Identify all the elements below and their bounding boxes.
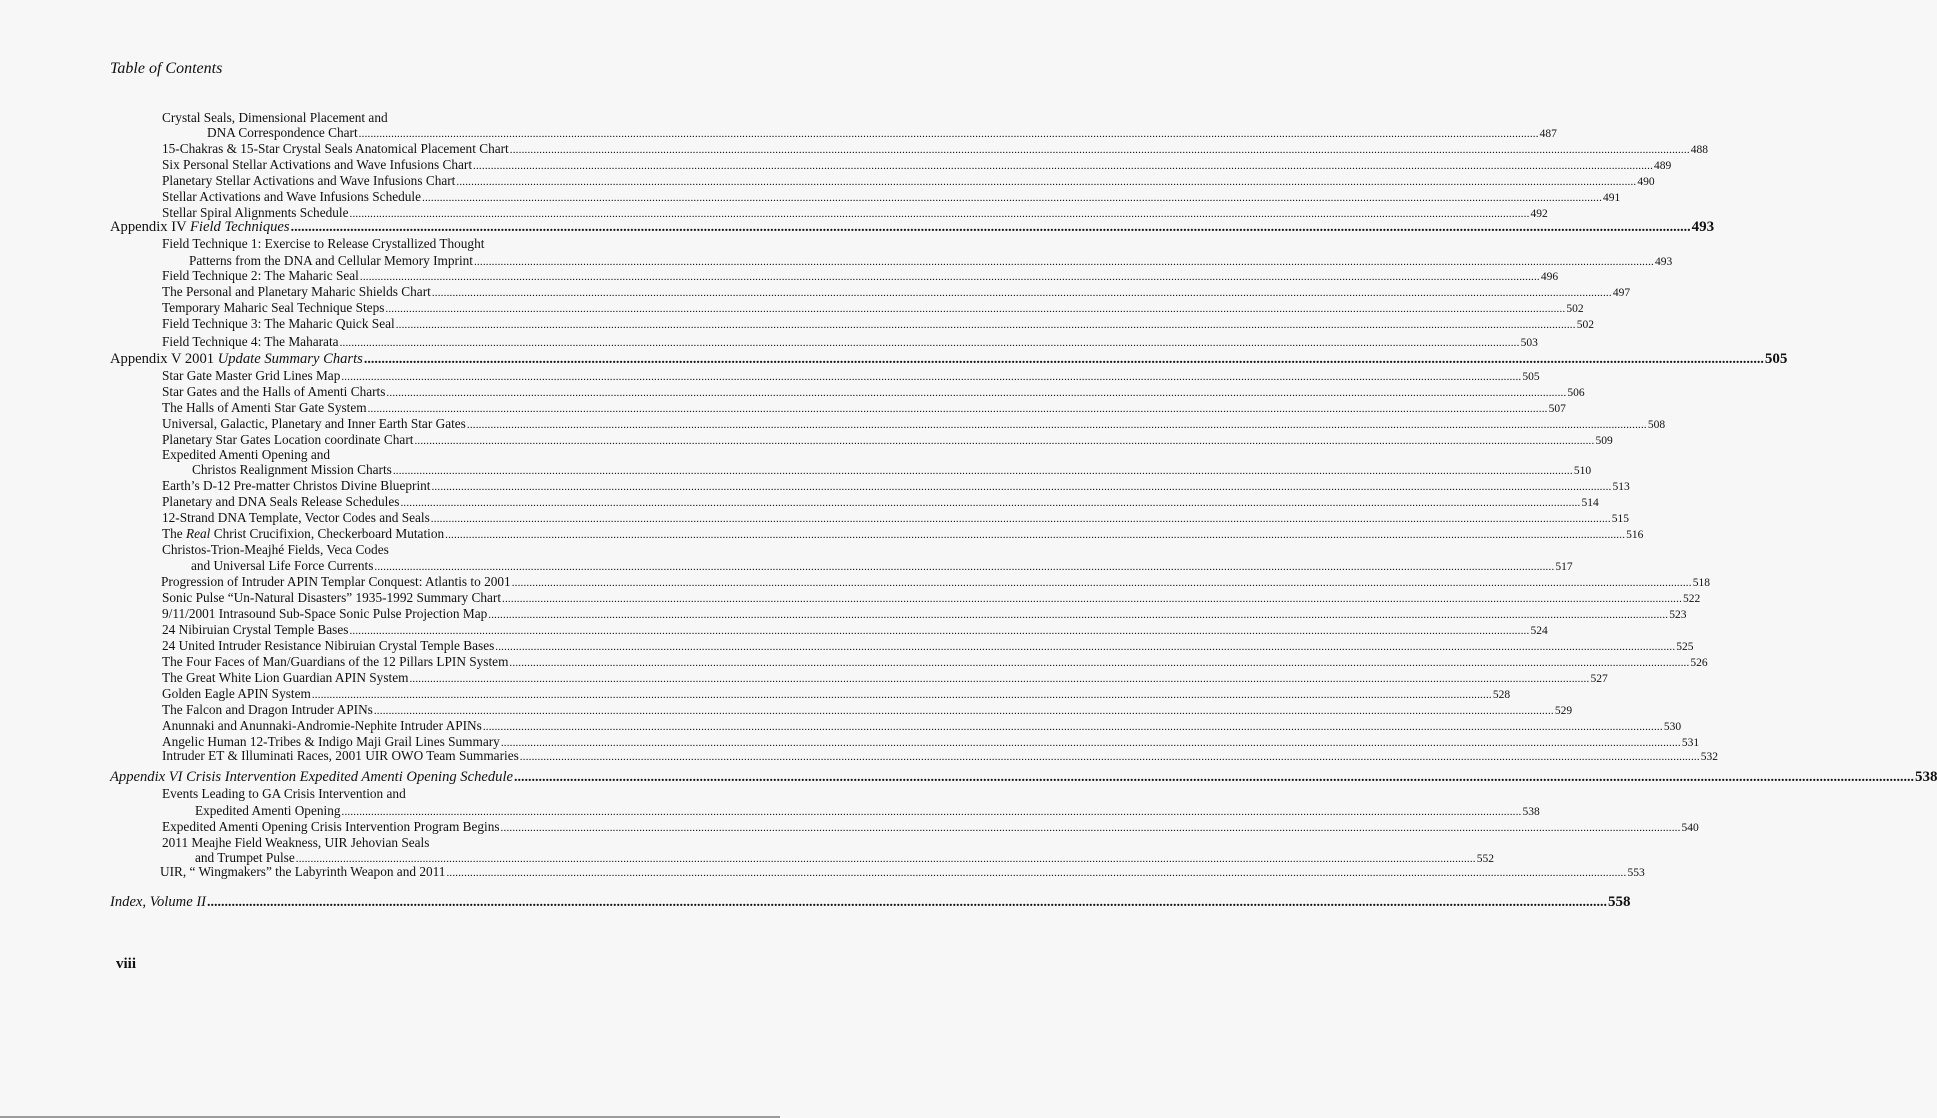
toc-index-entry[interactable] <box>110 894 1631 911</box>
toc-entry-title: Field Techniques <box>190 219 290 235</box>
toc-entry[interactable] <box>162 400 1566 416</box>
toc-entry[interactable] <box>162 718 1682 734</box>
toc-entry-page: 490 <box>1637 176 1655 188</box>
toc-entry-title: Field Technique 2: The Maharic Seal <box>162 268 359 283</box>
dot-leader: ................................................................................................................................................................................................................................................................................................................................................................................................................ <box>409 673 1590 685</box>
toc-entry[interactable] <box>162 189 1621 205</box>
dot-leader: ................................................................................................................................................................................................................................................................................................................................................................................................................ <box>341 371 1522 383</box>
dot-leader: ................................................................................................................................................................................................................................................................................................................................................................................................................ <box>431 481 1612 493</box>
toc-entry-page: 528 <box>1492 689 1511 701</box>
dot-leader: ................................................................................................................................................................................................................................................................................................................................................................................................................ <box>367 403 1548 415</box>
toc-entry-page: 505 <box>1522 371 1540 383</box>
toc-entry-title: Earth’s D-12 Pre-matter Christos Divine Blueprint <box>162 478 431 493</box>
dot-leader: ................................................................................................................................................................................................................................................................................................................................................................................................................ <box>509 657 1690 669</box>
toc-entry-title: 12-Strand DNA Template, Vector Codes and Seals <box>162 510 430 525</box>
toc-entry[interactable] <box>162 334 1538 350</box>
toc-entry-emphasis: Real <box>186 526 211 541</box>
toc-entry-title: Update Summary Charts <box>217 351 363 367</box>
toc-entry-title: The Great White Lion Guardian APIN System <box>162 670 409 685</box>
dot-leader: ................................................................................................................................................................................................................................................................................................................................................................................................................ <box>445 529 1626 541</box>
toc-entry-page: 507 <box>1548 403 1566 415</box>
toc-entry[interactable] <box>162 622 1548 638</box>
toc-entry-title: UIR, “ Wingmakers” the Labyrinth Weapon and 2011 <box>160 864 446 879</box>
toc-entry-title: Field Technique 4: The Maharata <box>162 334 339 349</box>
toc-entry[interactable] <box>162 416 1666 432</box>
dot-leader: ................................................................................................................................................................................................................................................................................................................................................................................................................ <box>473 256 1654 268</box>
dot-leader: ................................................................................................................................................................................................................................................................................................................................................................................................................ <box>374 561 1555 573</box>
toc-entry-page: 505 <box>1764 351 1788 367</box>
toc-entry[interactable] <box>162 268 1559 284</box>
toc-entry-page: 531 <box>1681 737 1700 749</box>
toc-entry-page: 553 <box>1627 867 1645 879</box>
toc-entry[interactable] <box>162 654 1708 670</box>
toc-entry-title: Star Gate Master Grid Lines Map <box>162 368 341 383</box>
toc-entry-page: 508 <box>1647 419 1666 431</box>
toc-entry[interactable] <box>162 686 1511 702</box>
dot-leader: ................................................................................................................................................................................................................................................................................................................................................................................................................ <box>207 895 1608 910</box>
toc-entry-title: Golden Eagle APIN System <box>162 686 311 701</box>
toc-entry-title: Index, Volume II <box>110 894 207 910</box>
dot-leader: ................................................................................................................................................................................................................................................................................................................................................................................................................ <box>400 497 1581 509</box>
toc-entry[interactable] <box>162 384 1585 400</box>
toc-entry-title: The Falcon and Dragon Intruder APINs <box>162 702 373 717</box>
toc-appendix-entry[interactable] <box>110 219 1715 236</box>
toc-entry-page: 558 <box>1608 894 1631 910</box>
toc-entry-title: Sonic Pulse “Un-Natural Disasters” 1935-1992 Summary Chart <box>162 590 502 605</box>
toc-entry-page: 497 <box>1612 287 1631 299</box>
toc-entry-page: 513 <box>1612 481 1630 493</box>
toc-entry-title: Expedited Amenti Opening Crisis Intervention Program Begins <box>162 819 500 834</box>
toc-entry[interactable] <box>162 316 1594 332</box>
page-header: Table of Contents <box>110 60 223 77</box>
toc-entry[interactable] <box>162 670 1608 686</box>
toc-entry[interactable] <box>192 462 1592 478</box>
toc-entry-prefix: The <box>162 526 186 541</box>
toc-entry-prefix: Appendix IV <box>110 219 190 235</box>
toc-entry-page: 516 <box>1626 529 1644 541</box>
toc-entry-page: 515 <box>1611 513 1630 525</box>
toc-entry[interactable] <box>162 526 1644 542</box>
toc-entry-title: Progression of Intruder APIN Templar Conquest: Atlantis to 2001 <box>161 574 511 589</box>
dot-leader: ................................................................................................................................................................................................................................................................................................................................................................................................................ <box>509 144 1690 156</box>
toc-entry[interactable] <box>191 558 1573 574</box>
dot-leader: ................................................................................................................................................................................................................................................................................................................................................................................................................ <box>482 721 1663 733</box>
dot-leader: ................................................................................................................................................................................................................................................................................................................................................................................................................ <box>502 593 1683 605</box>
toc-entry[interactable] <box>189 253 1673 269</box>
dot-leader: ................................................................................................................................................................................................................................................................................................................................................................................................................ <box>466 419 1647 431</box>
toc-entry-line1: Field Technique 1: Exercise to Release Crystallized Thought <box>162 236 485 251</box>
dot-leader: ................................................................................................................................................................................................................................................................................................................................................................................................................ <box>358 128 1539 140</box>
dot-leader: ................................................................................................................................................................................................................................................................................................................................................................................................................ <box>431 287 1612 299</box>
toc-entry-page: 525 <box>1676 641 1694 653</box>
toc-entry-page: 523 <box>1669 609 1687 621</box>
toc-entry-page: 493 <box>1691 219 1715 235</box>
toc-entry[interactable] <box>195 803 1540 819</box>
toc-entry-page: 529 <box>1554 705 1573 717</box>
toc-entry-title: 24 Nibiruian Crystal Temple Bases <box>162 622 349 637</box>
dot-leader: ................................................................................................................................................................................................................................................................................................................................................................................................................ <box>422 192 1603 204</box>
dot-leader: ................................................................................................................................................................................................................................................................................................................................................................................................................ <box>488 609 1669 621</box>
dot-leader: ................................................................................................................................................................................................................................................................................................................................................................................................................ <box>295 853 1476 865</box>
toc-entry[interactable] <box>162 284 1631 300</box>
toc-entry-page: 524 <box>1530 625 1548 637</box>
toc-entry-page: 509 <box>1595 435 1613 447</box>
toc-entry-page: 514 <box>1581 497 1599 509</box>
toc-entry[interactable] <box>207 125 1557 141</box>
toc-entry[interactable] <box>162 141 1709 157</box>
toc-entry-title: and Trumpet Pulse <box>195 850 295 865</box>
toc-entry-title: and Universal Life Force Currents <box>191 558 374 573</box>
toc-entry-title: Universal, Galactic, Planetary and Inner Earth Star Gates <box>162 416 466 431</box>
dot-leader: ................................................................................................................................................................................................................................................................................................................................................................................................................ <box>414 435 1595 447</box>
toc-entry-page: 530 <box>1663 721 1682 733</box>
toc-entry[interactable] <box>162 300 1584 316</box>
toc-entry-title: 24 United Intruder Resistance Nibiruian Crystal Temple Bases <box>162 638 495 653</box>
toc-entry-title: Planetary Stellar Activations and Wave Infusions Chart <box>162 173 456 188</box>
dot-leader: ................................................................................................................................................................................................................................................................................................................................................................................................................ <box>456 176 1637 188</box>
toc-entry[interactable] <box>162 606 1687 622</box>
toc-entry-page: 517 <box>1555 561 1573 573</box>
dot-leader: ................................................................................................................................................................................................................................................................................................................................................................................................................ <box>395 319 1576 331</box>
toc-entry-title: Star Gates and the Halls of Amenti Charts <box>162 384 386 399</box>
dot-leader: ................................................................................................................................................................................................................................................................................................................................................................................................................ <box>385 303 1566 315</box>
dot-leader: ................................................................................................................................................................................................................................................................................................................................................................................................................ <box>511 577 1692 589</box>
toc-entry-title: Planetary and DNA Seals Release Schedules <box>162 494 400 509</box>
dot-leader: ................................................................................................................................................................................................................................................................................................................................................................................................................ <box>519 751 1700 763</box>
toc-appendix-entry[interactable] <box>110 351 1788 368</box>
toc-entry-page: 491 <box>1603 192 1621 204</box>
toc-entry[interactable] <box>162 510 1630 526</box>
toc-entry-title: DNA Correspondence Chart <box>207 125 358 140</box>
toc-entry-page: 502 <box>1566 303 1584 315</box>
toc-entry-line1: Crystal Seals, Dimensional Placement and <box>162 110 388 125</box>
dot-leader: ................................................................................................................................................................................................................................................................................................................................................................................................................ <box>341 806 1522 818</box>
dot-leader: ................................................................................................................................................................................................................................................................................................................................................................................................................ <box>500 822 1681 834</box>
dot-leader: ................................................................................................................................................................................................................................................................................................................................................................................................................ <box>339 337 1520 349</box>
toc-entry[interactable] <box>162 638 1694 654</box>
toc-entry-page: 518 <box>1692 577 1710 589</box>
toc-entry-page: 492 <box>1530 208 1548 220</box>
toc-entry-line1: 2011 Meajhe Field Weakness, UIR Jehovian Seals <box>162 835 430 850</box>
toc-entry[interactable] <box>162 432 1613 448</box>
dot-leader: ................................................................................................................................................................................................................................................................................................................................................................................................................ <box>473 160 1654 172</box>
toc-entry-title: Stellar Spiral Alignments Schedule <box>162 205 349 220</box>
toc-entry[interactable] <box>162 702 1573 718</box>
toc-entry-page: 502 <box>1576 319 1594 331</box>
toc-entry-page: 538 <box>1522 806 1540 818</box>
dot-leader: ................................................................................................................................................................................................................................................................................................................................................................................................................ <box>349 208 1530 220</box>
dot-leader: ................................................................................................................................................................................................................................................................................................................................................................................................................ <box>513 770 1914 785</box>
toc-entry-line1: Christos-Trion-Meajhé Fields, Veca Codes <box>162 542 389 557</box>
dot-leader: ................................................................................................................................................................................................................................................................................................................................................................................................................ <box>349 625 1530 637</box>
dot-leader: ................................................................................................................................................................................................................................................................................................................................................................................................................ <box>386 387 1567 399</box>
toc-entry-page: 538 <box>1914 769 1937 785</box>
toc-entry-title: The Four Faces of Man/Guardians of the 12 Pillars LPIN System <box>162 654 509 669</box>
dot-leader: ................................................................................................................................................................................................................................................................................................................................................................................................................ <box>290 220 1691 235</box>
toc-entry[interactable] <box>162 478 1630 494</box>
dot-leader: ................................................................................................................................................................................................................................................................................................................................................................................................................ <box>363 352 1764 367</box>
dot-leader: ................................................................................................................................................................................................................................................................................................................................................................................................................ <box>500 737 1681 749</box>
toc-entry-title: Patterns from the DNA and Cellular Memory Imprint <box>189 253 473 268</box>
toc-entry-title: Christos Realignment Mission Charts <box>192 462 392 477</box>
toc-entry-page: 510 <box>1573 465 1592 477</box>
dot-leader: ................................................................................................................................................................................................................................................................................................................................................................................................................ <box>495 641 1676 653</box>
dot-leader: ................................................................................................................................................................................................................................................................................................................................................................................................................ <box>446 867 1627 879</box>
toc-entry-page: 526 <box>1690 657 1708 669</box>
toc-entry-title: 15-Chakras & 15-Star Crystal Seals Anatomical Placement Chart <box>162 141 509 156</box>
toc-entry-title: Six Personal Stellar Activations and Wave Infusions Chart <box>162 157 473 172</box>
toc-entry[interactable] <box>162 590 1701 606</box>
toc-entry-title: The Personal and Planetary Maharic Shields Chart <box>162 284 431 299</box>
toc-entry-title: Expedited Amenti Opening <box>195 803 341 818</box>
toc-entry[interactable] <box>161 574 1710 590</box>
toc-entry-page: 489 <box>1654 160 1672 172</box>
dot-leader: ................................................................................................................................................................................................................................................................................................................................................................................................................ <box>359 271 1540 283</box>
toc-entry-page: 527 <box>1590 673 1608 685</box>
toc-entry-title: 9/11/2001 Intrasound Sub-Space Sonic Pulse Projection Map <box>162 606 488 621</box>
toc-entry[interactable] <box>162 494 1599 510</box>
toc-entry-page: 503 <box>1520 337 1538 349</box>
toc-entry-title: Intruder ET & Illuminati Races, 2001 UIR OWO Team Summaries <box>162 748 519 763</box>
dot-leader: ................................................................................................................................................................................................................................................................................................................................................................................................................ <box>430 513 1611 525</box>
toc-entry-page: 540 <box>1681 822 1699 834</box>
toc-entry[interactable] <box>162 368 1540 384</box>
toc-entry-line1: Events Leading to GA Crisis Intervention and <box>162 786 406 801</box>
toc-entry[interactable] <box>160 864 1645 880</box>
dot-leader: ................................................................................................................................................................................................................................................................................................................................................................................................................ <box>392 465 1573 477</box>
page-number: viii <box>116 956 137 972</box>
toc-entry-title: Angelic Human 12-Tribes & Indigo Maji Grail Lines Summary <box>162 734 500 749</box>
toc-entry-prefix: Appendix V 2001 <box>110 351 218 367</box>
toc-entry-title: Appendix VI Crisis Intervention Expedited Amenti Opening Schedule <box>110 769 513 785</box>
toc-entry-title: Field Technique 3: The Maharic Quick Seal <box>162 316 395 331</box>
toc-entry[interactable] <box>162 173 1655 189</box>
toc-entry-page: 488 <box>1690 144 1709 156</box>
toc-entry-title: Christ Crucifixion, Checkerboard Mutation <box>210 526 445 541</box>
toc-entry-title: The Halls of Amenti Star Gate System <box>162 400 367 415</box>
toc-entry-page: 493 <box>1654 256 1673 268</box>
toc-entry-title: Stellar Activations and Wave Infusions Schedule <box>162 189 422 204</box>
toc-entry-page: 522 <box>1683 593 1701 605</box>
toc-entry-page: 552 <box>1476 853 1494 865</box>
toc-entry-page: 532 <box>1700 751 1719 763</box>
toc-entry-page: 487 <box>1539 128 1557 140</box>
toc-entry-title: Temporary Maharic Seal Technique Steps <box>162 300 385 315</box>
toc-entry[interactable] <box>162 748 1719 764</box>
dot-leader: ................................................................................................................................................................................................................................................................................................................................................................................................................ <box>311 689 1492 701</box>
toc-entry[interactable] <box>162 157 1672 173</box>
toc-entry-title: Planetary Star Gates Location coordinate Chart <box>162 432 414 447</box>
toc-appendix-entry[interactable] <box>110 769 1937 786</box>
toc-entry-title: Anunnaki and Anunnaki-Andromie-Nephite Intruder APINs <box>162 718 482 733</box>
toc-entry-line1: Expedited Amenti Opening and <box>162 447 331 462</box>
dot-leader: ................................................................................................................................................................................................................................................................................................................................................................................................................ <box>373 705 1554 717</box>
toc-entry[interactable] <box>162 819 1699 835</box>
toc-entry-page: 496 <box>1540 271 1559 283</box>
toc-entry-page: 506 <box>1567 387 1585 399</box>
